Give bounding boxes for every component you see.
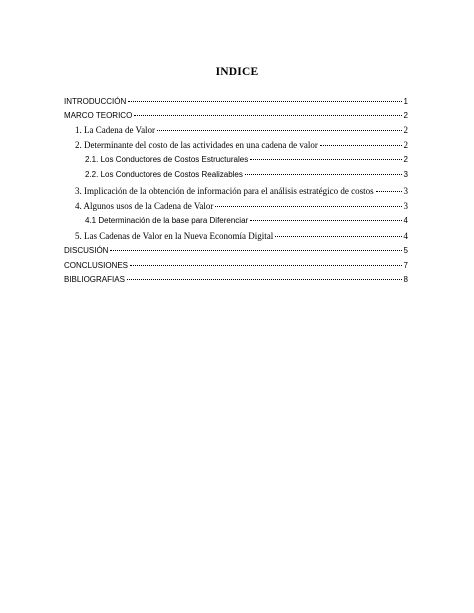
toc-entry-page: 1: [403, 97, 408, 106]
toc-entry-page: 4: [403, 231, 408, 241]
dot-leader: [110, 250, 401, 251]
toc-entry-bibliografias[interactable]: [64, 274, 408, 286]
toc-entry-page: 4: [403, 216, 408, 225]
dot-leader: [134, 115, 401, 116]
dot-leader: [130, 265, 402, 266]
toc-entry-marco-teorico[interactable]: [64, 110, 408, 122]
toc-entry-cadena-de-valor[interactable]: [75, 124, 408, 136]
dot-leader: [157, 130, 401, 131]
toc-entry-page: 3: [403, 186, 408, 196]
toc-entry-discusion[interactable]: [64, 245, 408, 257]
toc-entry-label: MARCO TEORICO: [64, 111, 133, 120]
toc-entry-label: 4. Algunos usos de la Cadena de Valor: [75, 201, 214, 211]
toc-entry-page: 2: [403, 155, 408, 164]
toc-entry-label: 3. Implicación de la obtención de información para el análisis estratégico de costos: [75, 186, 374, 196]
toc-entry-conductores-realizables[interactable]: [85, 169, 408, 181]
dot-leader: [376, 191, 402, 192]
toc-entry-label: 2. Determinante del costo de las actividades en una cadena de valor: [75, 140, 318, 150]
toc-entry-economia-digital[interactable]: [75, 230, 408, 242]
toc-entry-base-diferenciar[interactable]: [85, 215, 408, 227]
toc-entry-page: 3: [403, 170, 408, 179]
toc-entry-label: 2.1. Los Conductores de Costos Estructurales: [85, 155, 249, 164]
toc-entry-implicacion-informacion[interactable]: [75, 185, 408, 197]
toc-entry-label: CONCLUSIONES: [64, 261, 129, 270]
toc-entry-label: 1. La Cadena de Valor: [75, 125, 156, 135]
toc-entry-introduccion[interactable]: [64, 96, 408, 108]
dot-leader: [275, 236, 401, 237]
dot-leader: [127, 279, 402, 280]
dot-leader: [250, 220, 401, 221]
toc-entry-page: 2: [403, 140, 408, 150]
dot-leader: [250, 159, 401, 160]
dot-leader: [245, 174, 402, 175]
page-title: INDICE: [215, 66, 259, 78]
toc-entry-label: 4.1 Determinación de la base para Diferenciar: [85, 216, 249, 225]
toc-entry-page: 2: [403, 111, 408, 120]
toc-entry-label: 5. Las Cadenas de Valor en la Nueva Economía Digital: [75, 231, 274, 241]
toc-entry-page: 8: [403, 275, 408, 284]
dot-leader: [128, 101, 401, 102]
toc-entry-determinante-costo[interactable]: [75, 139, 408, 151]
toc-entry-conclusiones[interactable]: [64, 260, 408, 272]
toc-entry-page: 3: [403, 201, 408, 211]
toc-entry-label: 2.2. Los Conductores de Costos Realizables: [85, 170, 243, 179]
toc-entry-label: DISCUSIÓN: [64, 246, 109, 255]
toc-entry-label: INTRODUCCIÓN: [64, 97, 127, 106]
dot-leader: [320, 145, 402, 146]
toc-entry-label: BIBLIOGRAFIAS: [64, 275, 125, 284]
toc-entry-conductores-estructurales[interactable]: [85, 154, 408, 166]
toc-entry-page: 5: [403, 246, 408, 255]
toc-entry-page: 7: [403, 261, 408, 270]
toc-entry-page: 2: [403, 125, 408, 135]
dot-leader: [215, 206, 401, 207]
toc-entry-algunos-usos[interactable]: [75, 200, 408, 212]
